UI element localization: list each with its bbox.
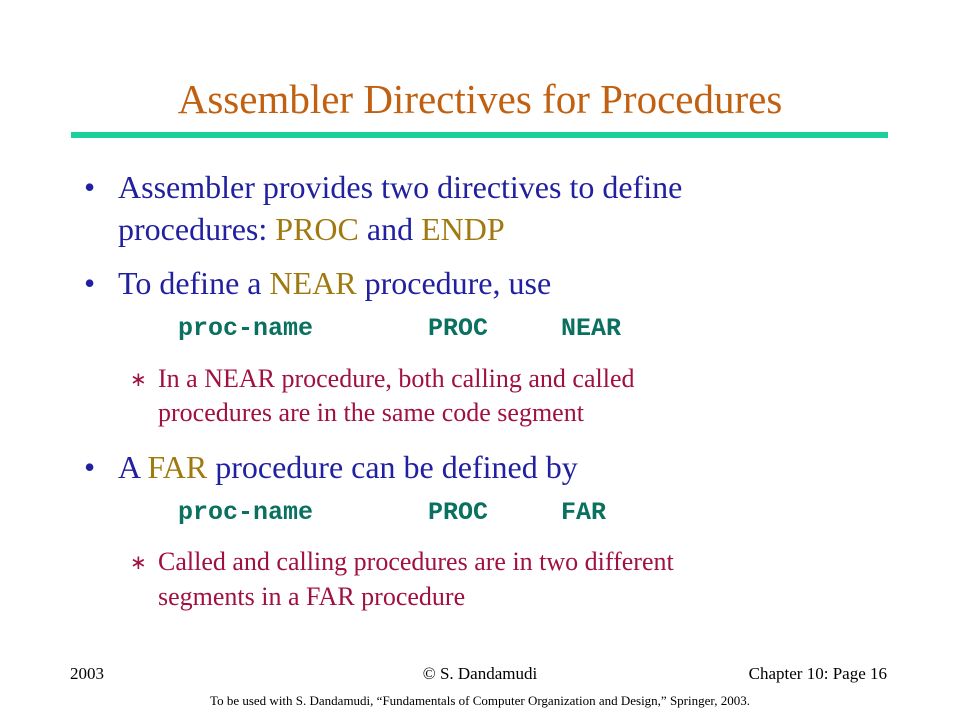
bullet-3-text [118,446,578,488]
sub-point-2-line-2: segments in a FAR procedure [158,582,466,611]
footer-page: Chapter 10: Page 16 [748,664,887,683]
slide-title: Assembler Directives for Procedures [177,76,783,122]
text-span: A [118,449,148,485]
footer-citation: To be used with S. Dandamudi, “Fundamentals of Computer Organization and Design,” Springer, 2003. [210,693,750,708]
keyword-endp: ENDP [421,211,505,247]
asterisk-icon: ∗ [130,550,147,574]
sub-point-1-line-2: procedures are in the same code segment [158,398,584,427]
keyword-near: NEAR [269,265,357,301]
bullet-marker: • [84,169,96,205]
bullet-marker: • [84,265,96,301]
bullet-1-line-2 [118,208,505,250]
asterisk-icon: ∗ [130,367,147,391]
sub-point-2-line-1: Called and calling procedures are in two different [158,547,674,576]
code-directive: PROC [428,314,489,343]
keyword-proc: PROC [275,211,359,247]
code-proc-name: proc-name [178,498,314,527]
text-span: procedure can be defined by [207,449,578,485]
sub-point-1-line-1: In a NEAR procedure, both calling and called [158,364,635,393]
footer-year: 2003 [70,664,104,683]
code-type: NEAR [561,314,622,343]
code-line-far [0,498,960,528]
text-span: procedures: [118,211,276,247]
code-line-near [0,314,960,344]
text-span: procedure, use [356,265,552,301]
code-directive: PROC [428,498,489,527]
text-span: To define a [118,265,270,301]
keyword-far: FAR [147,449,208,485]
text-span: and [358,211,422,247]
bullet-marker: • [84,449,96,485]
bullet-2-text [118,262,551,304]
code-type: FAR [561,498,607,527]
title-divider [71,132,888,138]
footer-author: © S. Dandamudi [422,664,538,683]
code-proc-name: proc-name [178,314,314,343]
bullet-1-line-1: Assembler provides two directives to define [118,169,683,205]
